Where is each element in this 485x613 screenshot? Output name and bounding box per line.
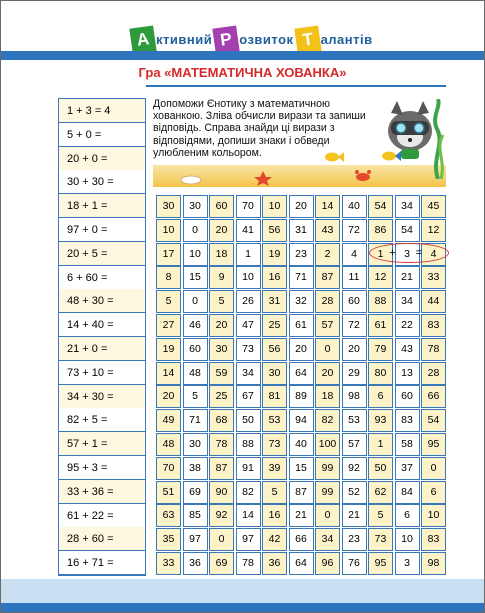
grid-cell[interactable]: 31 bbox=[289, 219, 314, 242]
grid-cell[interactable]: 16 bbox=[262, 266, 287, 289]
grid-cell[interactable]: 29 bbox=[342, 362, 367, 385]
grid-cell[interactable]: 85 bbox=[183, 504, 208, 527]
logo-word: ктивний bbox=[156, 32, 213, 47]
grid-cell[interactable]: 20 bbox=[315, 362, 340, 385]
grid-cell[interactable]: 63 bbox=[156, 504, 181, 527]
expression-row[interactable]: 95 + 3 = bbox=[59, 456, 145, 480]
grid-cell[interactable]: 14 bbox=[156, 362, 181, 385]
grid-cell[interactable]: 78 bbox=[209, 433, 234, 456]
grid-cell[interactable]: 98 bbox=[421, 552, 446, 575]
grid-cell[interactable]: 83 bbox=[421, 528, 446, 551]
grid-cell[interactable]: 59 bbox=[209, 362, 234, 385]
grid-cell[interactable]: 68 bbox=[209, 409, 234, 432]
expression-row[interactable]: 20 + 5 = bbox=[59, 242, 145, 266]
grid-cell[interactable]: 21 bbox=[395, 266, 420, 289]
grid-cell[interactable]: 36 bbox=[262, 552, 287, 575]
grid-cell[interactable]: 48 bbox=[156, 433, 181, 456]
grid-cell[interactable]: 54 bbox=[395, 219, 420, 242]
grid-cell[interactable]: 78 bbox=[236, 552, 261, 575]
grid-cell[interactable]: 4 bbox=[421, 243, 446, 266]
grid-cell[interactable]: 99 bbox=[315, 457, 340, 480]
grid-cell[interactable]: 17 bbox=[156, 243, 181, 266]
grid-cell[interactable]: 14 bbox=[236, 504, 261, 527]
grid-cell[interactable]: 45 bbox=[421, 195, 446, 218]
grid-cell[interactable]: 20 bbox=[156, 385, 181, 408]
grid-cell[interactable]: 82 bbox=[315, 409, 340, 432]
grid-cell[interactable]: 83 bbox=[421, 314, 446, 337]
expression-row[interactable]: 97 + 0 = bbox=[59, 218, 145, 242]
logo-word: озвиток bbox=[239, 32, 294, 47]
grid-cell[interactable]: 50 bbox=[368, 457, 393, 480]
grid-cell[interactable]: 83 bbox=[395, 409, 420, 432]
expression-row[interactable]: 5 + 0 = bbox=[59, 123, 145, 147]
grid-cell[interactable]: 91 bbox=[236, 457, 261, 480]
grid-cell[interactable]: 10 bbox=[421, 504, 446, 527]
grid-cell[interactable]: 20 bbox=[209, 219, 234, 242]
grid-cell[interactable]: 15 bbox=[183, 266, 208, 289]
grid-cell[interactable]: 73 bbox=[236, 338, 261, 361]
footer-line bbox=[1, 603, 484, 612]
grid-cell[interactable]: 1 bbox=[368, 433, 393, 456]
grid-cell[interactable]: 28 bbox=[315, 290, 340, 313]
expression-row[interactable]: 34 + 30 = bbox=[59, 385, 145, 409]
expression-row[interactable]: 20 + 0 = bbox=[59, 147, 145, 171]
grid-cell[interactable]: 60 bbox=[342, 290, 367, 313]
grid-cell[interactable]: 30 bbox=[156, 195, 181, 218]
grid-cell[interactable]: 0 bbox=[315, 338, 340, 361]
grid-cell[interactable]: 1 bbox=[236, 243, 261, 266]
grid-cell[interactable]: 0 bbox=[421, 457, 446, 480]
grid-cell[interactable]: 5 bbox=[183, 385, 208, 408]
grid-cell[interactable]: 61 bbox=[289, 314, 314, 337]
expression-row[interactable]: 21 + 0 = bbox=[59, 337, 145, 361]
grid-cell[interactable]: 86 bbox=[368, 219, 393, 242]
grid-cell[interactable]: 22 bbox=[395, 314, 420, 337]
grid-cell[interactable]: 49 bbox=[156, 409, 181, 432]
grid-cell[interactable]: 87 bbox=[315, 266, 340, 289]
grid-cell[interactable]: 84 bbox=[395, 481, 420, 504]
grid-cell[interactable]: 40 bbox=[342, 195, 367, 218]
grid-cell[interactable]: 79 bbox=[368, 338, 393, 361]
grid-cell[interactable]: 23 bbox=[289, 243, 314, 266]
expression-row[interactable]: 82 + 5 = bbox=[59, 408, 145, 432]
grid-cell[interactable]: 6 bbox=[368, 385, 393, 408]
grid-cell[interactable]: 10 bbox=[183, 243, 208, 266]
grid-cell[interactable]: 87 bbox=[209, 457, 234, 480]
grid-cell[interactable]: 53 bbox=[342, 409, 367, 432]
grid-cell[interactable]: 88 bbox=[368, 290, 393, 313]
grid-cell[interactable]: 61 bbox=[368, 314, 393, 337]
grid-cell[interactable]: 70 bbox=[156, 457, 181, 480]
grid-cell[interactable]: 70 bbox=[236, 195, 261, 218]
grid-cell[interactable]: 30 bbox=[183, 433, 208, 456]
title-underline bbox=[146, 85, 446, 87]
grid-cell[interactable]: 34 bbox=[315, 528, 340, 551]
header-band bbox=[1, 51, 484, 60]
grid-cell[interactable]: 34 bbox=[395, 195, 420, 218]
expressions-column bbox=[58, 98, 146, 576]
grid-cell[interactable]: 25 bbox=[262, 314, 287, 337]
grid-cell[interactable]: 81 bbox=[262, 385, 287, 408]
logo bbox=[131, 13, 375, 53]
expression-row[interactable]: 16 + 71 = bbox=[59, 551, 145, 575]
grid-cell[interactable]: 52 bbox=[342, 481, 367, 504]
grid-cell[interactable]: 13 bbox=[395, 362, 420, 385]
grid-cell[interactable]: 73 bbox=[262, 433, 287, 456]
grid-cell[interactable]: 48 bbox=[183, 362, 208, 385]
grid-cell[interactable]: 78 bbox=[421, 338, 446, 361]
seaweed-icon bbox=[429, 99, 447, 179]
grid-cell[interactable]: 5 bbox=[209, 290, 234, 313]
grid-cell[interactable]: 72 bbox=[342, 314, 367, 337]
grid-cell[interactable]: 6 bbox=[395, 504, 420, 527]
grid-cell[interactable]: 32 bbox=[289, 290, 314, 313]
grid-cell[interactable]: 11 bbox=[342, 266, 367, 289]
sea-creatures bbox=[153, 165, 446, 187]
grid-cell[interactable]: 42 bbox=[262, 528, 287, 551]
grid-cell[interactable]: 43 bbox=[315, 219, 340, 242]
grid-cell[interactable]: 33 bbox=[421, 266, 446, 289]
logo-word: алантів bbox=[320, 32, 373, 47]
grid-cell[interactable]: 50 bbox=[236, 409, 261, 432]
expression-row[interactable]: 1 + 3 = 4 bbox=[59, 99, 145, 123]
expression-row[interactable]: 61 + 22 = bbox=[59, 504, 145, 528]
grid-cell[interactable]: 18 bbox=[315, 385, 340, 408]
logo-letter: Р bbox=[213, 25, 240, 54]
expression-row[interactable]: 57 + 1 = bbox=[59, 432, 145, 456]
expression-row[interactable]: 48 + 30 = bbox=[59, 289, 145, 313]
grid-cell[interactable]: 94 bbox=[289, 409, 314, 432]
expression-row[interactable]: 33 + 36 = bbox=[59, 480, 145, 504]
grid-cell[interactable]: 57 bbox=[315, 314, 340, 337]
logo-letter: Т bbox=[294, 25, 321, 54]
grid-cell[interactable]: 6 bbox=[421, 481, 446, 504]
grid-cell[interactable]: 39 bbox=[262, 457, 287, 480]
expression-row[interactable]: 18 + 1 = bbox=[59, 194, 145, 218]
grid-cell[interactable]: 95 bbox=[368, 552, 393, 575]
grid-cell[interactable]: 97 bbox=[183, 528, 208, 551]
grid-cell[interactable]: 54 bbox=[421, 409, 446, 432]
grid-cell[interactable]: 38 bbox=[183, 457, 208, 480]
grid-cell[interactable]: 0 bbox=[315, 504, 340, 527]
grid-cell[interactable]: 93 bbox=[368, 409, 393, 432]
grid-cell[interactable]: 1 bbox=[368, 243, 393, 266]
grid-cell[interactable]: 92 bbox=[209, 504, 234, 527]
grid-cell[interactable]: 100 bbox=[315, 433, 340, 456]
grid-cell[interactable]: 57 bbox=[342, 433, 367, 456]
grid-cell[interactable]: 36 bbox=[183, 552, 208, 575]
grid-cell[interactable]: 0 bbox=[209, 528, 234, 551]
grid-cell[interactable]: 10 bbox=[236, 266, 261, 289]
grid-cell[interactable]: 20 bbox=[289, 338, 314, 361]
grid-cell[interactable]: 88 bbox=[236, 433, 261, 456]
grid-cell[interactable]: 99 bbox=[315, 481, 340, 504]
grid-cell[interactable]: 82 bbox=[236, 481, 261, 504]
grid-cell[interactable]: 98 bbox=[342, 385, 367, 408]
grid-cell[interactable]: 10 bbox=[395, 528, 420, 551]
grid-cell[interactable]: 30 bbox=[183, 195, 208, 218]
grid-cell[interactable]: 60 bbox=[183, 338, 208, 361]
grid-cell[interactable]: 66 bbox=[421, 385, 446, 408]
grid-cell[interactable]: 26 bbox=[236, 290, 261, 313]
grid-cell[interactable]: 12 bbox=[421, 219, 446, 242]
grid-cell[interactable]: 10 bbox=[156, 219, 181, 242]
grid-cell[interactable]: 92 bbox=[342, 457, 367, 480]
fish-icon bbox=[381, 150, 401, 162]
grid-cell[interactable]: 46 bbox=[183, 314, 208, 337]
grid-cell[interactable]: 0 bbox=[183, 219, 208, 242]
grid-cell[interactable]: 23 bbox=[342, 528, 367, 551]
instructions-text: Допоможи Єнотику з математичною хованкою. Зліва обчисли вирази та запиши відповідь. Справа знайди ці вирази з відповідями, допиши знаки і обведи улюбленим кольором. bbox=[153, 98, 366, 159]
expression-row[interactable]: 28 + 60 = bbox=[59, 527, 145, 551]
grid-cell[interactable]: 37 bbox=[395, 457, 420, 480]
grid-cell[interactable]: 54 bbox=[368, 195, 393, 218]
grid-cell[interactable]: 58 bbox=[395, 433, 420, 456]
grid-cell[interactable]: 16 bbox=[262, 504, 287, 527]
grid-cell[interactable]: 35 bbox=[156, 528, 181, 551]
grid-cell[interactable]: 69 bbox=[209, 552, 234, 575]
sea-illustration bbox=[153, 165, 446, 187]
grid-cell[interactable]: 62 bbox=[368, 481, 393, 504]
grid-cell[interactable]: 51 bbox=[156, 481, 181, 504]
grid-cell[interactable]: 20 bbox=[209, 314, 234, 337]
grid-cell[interactable]: 8 bbox=[156, 266, 181, 289]
grid-cell[interactable]: 60 bbox=[209, 195, 234, 218]
grid-cell[interactable]: 10 bbox=[262, 195, 287, 218]
grid-cell[interactable]: 20 bbox=[342, 338, 367, 361]
grid-cell[interactable]: 67 bbox=[236, 385, 261, 408]
grid-cell[interactable]: 2 bbox=[315, 243, 340, 266]
grid-cell[interactable]: 72 bbox=[342, 219, 367, 242]
footer-band bbox=[1, 579, 484, 603]
grid-cell[interactable]: 34 bbox=[395, 290, 420, 313]
grid-cell[interactable]: 95 bbox=[421, 433, 446, 456]
grid-cell[interactable]: 21 bbox=[342, 504, 367, 527]
grid-cell[interactable]: 19 bbox=[262, 243, 287, 266]
grid-cell[interactable]: 56 bbox=[262, 338, 287, 361]
grid-cell[interactable]: 12 bbox=[368, 266, 393, 289]
grid-cell[interactable]: 66 bbox=[289, 528, 314, 551]
grid-cell[interactable]: 56 bbox=[262, 219, 287, 242]
grid-cell[interactable]: 33 bbox=[156, 552, 181, 575]
grid-cell[interactable]: 30 bbox=[209, 338, 234, 361]
logo-letter: А bbox=[129, 25, 156, 54]
grid-cell[interactable]: 14 bbox=[315, 195, 340, 218]
grid-cell[interactable]: 18 bbox=[209, 243, 234, 266]
grid-cell[interactable]: 76 bbox=[342, 552, 367, 575]
grid-cell[interactable]: 43 bbox=[395, 338, 420, 361]
grid-cell[interactable]: 34 bbox=[236, 362, 261, 385]
grid-cell[interactable]: 96 bbox=[315, 552, 340, 575]
grid-cell[interactable]: 21 bbox=[289, 504, 314, 527]
grid-cell[interactable]: 64 bbox=[289, 362, 314, 385]
expression-row[interactable]: 73 + 10 = bbox=[59, 361, 145, 385]
grid-cell[interactable]: 69 bbox=[183, 481, 208, 504]
expression-row[interactable]: 30 + 30 = bbox=[59, 170, 145, 194]
grid-cell[interactable]: 20 bbox=[289, 195, 314, 218]
grid-cell[interactable]: 27 bbox=[156, 314, 181, 337]
grid-cell[interactable]: 71 bbox=[289, 266, 314, 289]
grid-cell[interactable]: 0 bbox=[183, 290, 208, 313]
expression-row[interactable]: 6 + 60 = bbox=[59, 266, 145, 290]
grid-cell[interactable]: 53 bbox=[262, 409, 287, 432]
example-plus-sign: + bbox=[389, 246, 396, 259]
grid-cell[interactable]: 80 bbox=[368, 362, 393, 385]
grid-cell[interactable]: 25 bbox=[209, 385, 234, 408]
grid-cell[interactable]: 19 bbox=[156, 338, 181, 361]
grid-cell[interactable]: 89 bbox=[289, 385, 314, 408]
grid-cell[interactable]: 5 bbox=[156, 290, 181, 313]
grid-cell[interactable]: 73 bbox=[368, 528, 393, 551]
grid-cell[interactable]: 3 bbox=[395, 552, 420, 575]
expression-row[interactable]: 14 + 40 = bbox=[59, 313, 145, 337]
grid-cell[interactable]: 31 bbox=[262, 290, 287, 313]
grid-cell[interactable]: 71 bbox=[183, 409, 208, 432]
page-title: Гра «МАТЕМАТИЧНА ХОВАНКА» bbox=[138, 65, 347, 80]
grid-cell[interactable]: 28 bbox=[421, 362, 446, 385]
grid-cell[interactable]: 97 bbox=[236, 528, 261, 551]
grid-cell[interactable]: 5 bbox=[262, 481, 287, 504]
grid-cell[interactable]: 44 bbox=[421, 290, 446, 313]
grid-cell[interactable]: 15 bbox=[289, 457, 314, 480]
grid-cell[interactable]: 9 bbox=[209, 266, 234, 289]
grid-cell[interactable]: 5 bbox=[368, 504, 393, 527]
grid-cell[interactable]: 41 bbox=[236, 219, 261, 242]
grid-cell[interactable]: 64 bbox=[289, 552, 314, 575]
grid-cell[interactable]: 47 bbox=[236, 314, 261, 337]
grid-cell[interactable]: 4 bbox=[342, 243, 367, 266]
grid-cell[interactable]: 90 bbox=[209, 481, 234, 504]
grid-cell[interactable]: 30 bbox=[262, 362, 287, 385]
grid-cell[interactable]: 40 bbox=[289, 433, 314, 456]
grid-cell[interactable]: 60 bbox=[395, 385, 420, 408]
grid-cell[interactable]: 3 bbox=[395, 243, 420, 266]
fish-icon bbox=[324, 151, 344, 163]
example-equals-sign: = bbox=[415, 246, 423, 259]
grid-cell[interactable]: 87 bbox=[289, 481, 314, 504]
